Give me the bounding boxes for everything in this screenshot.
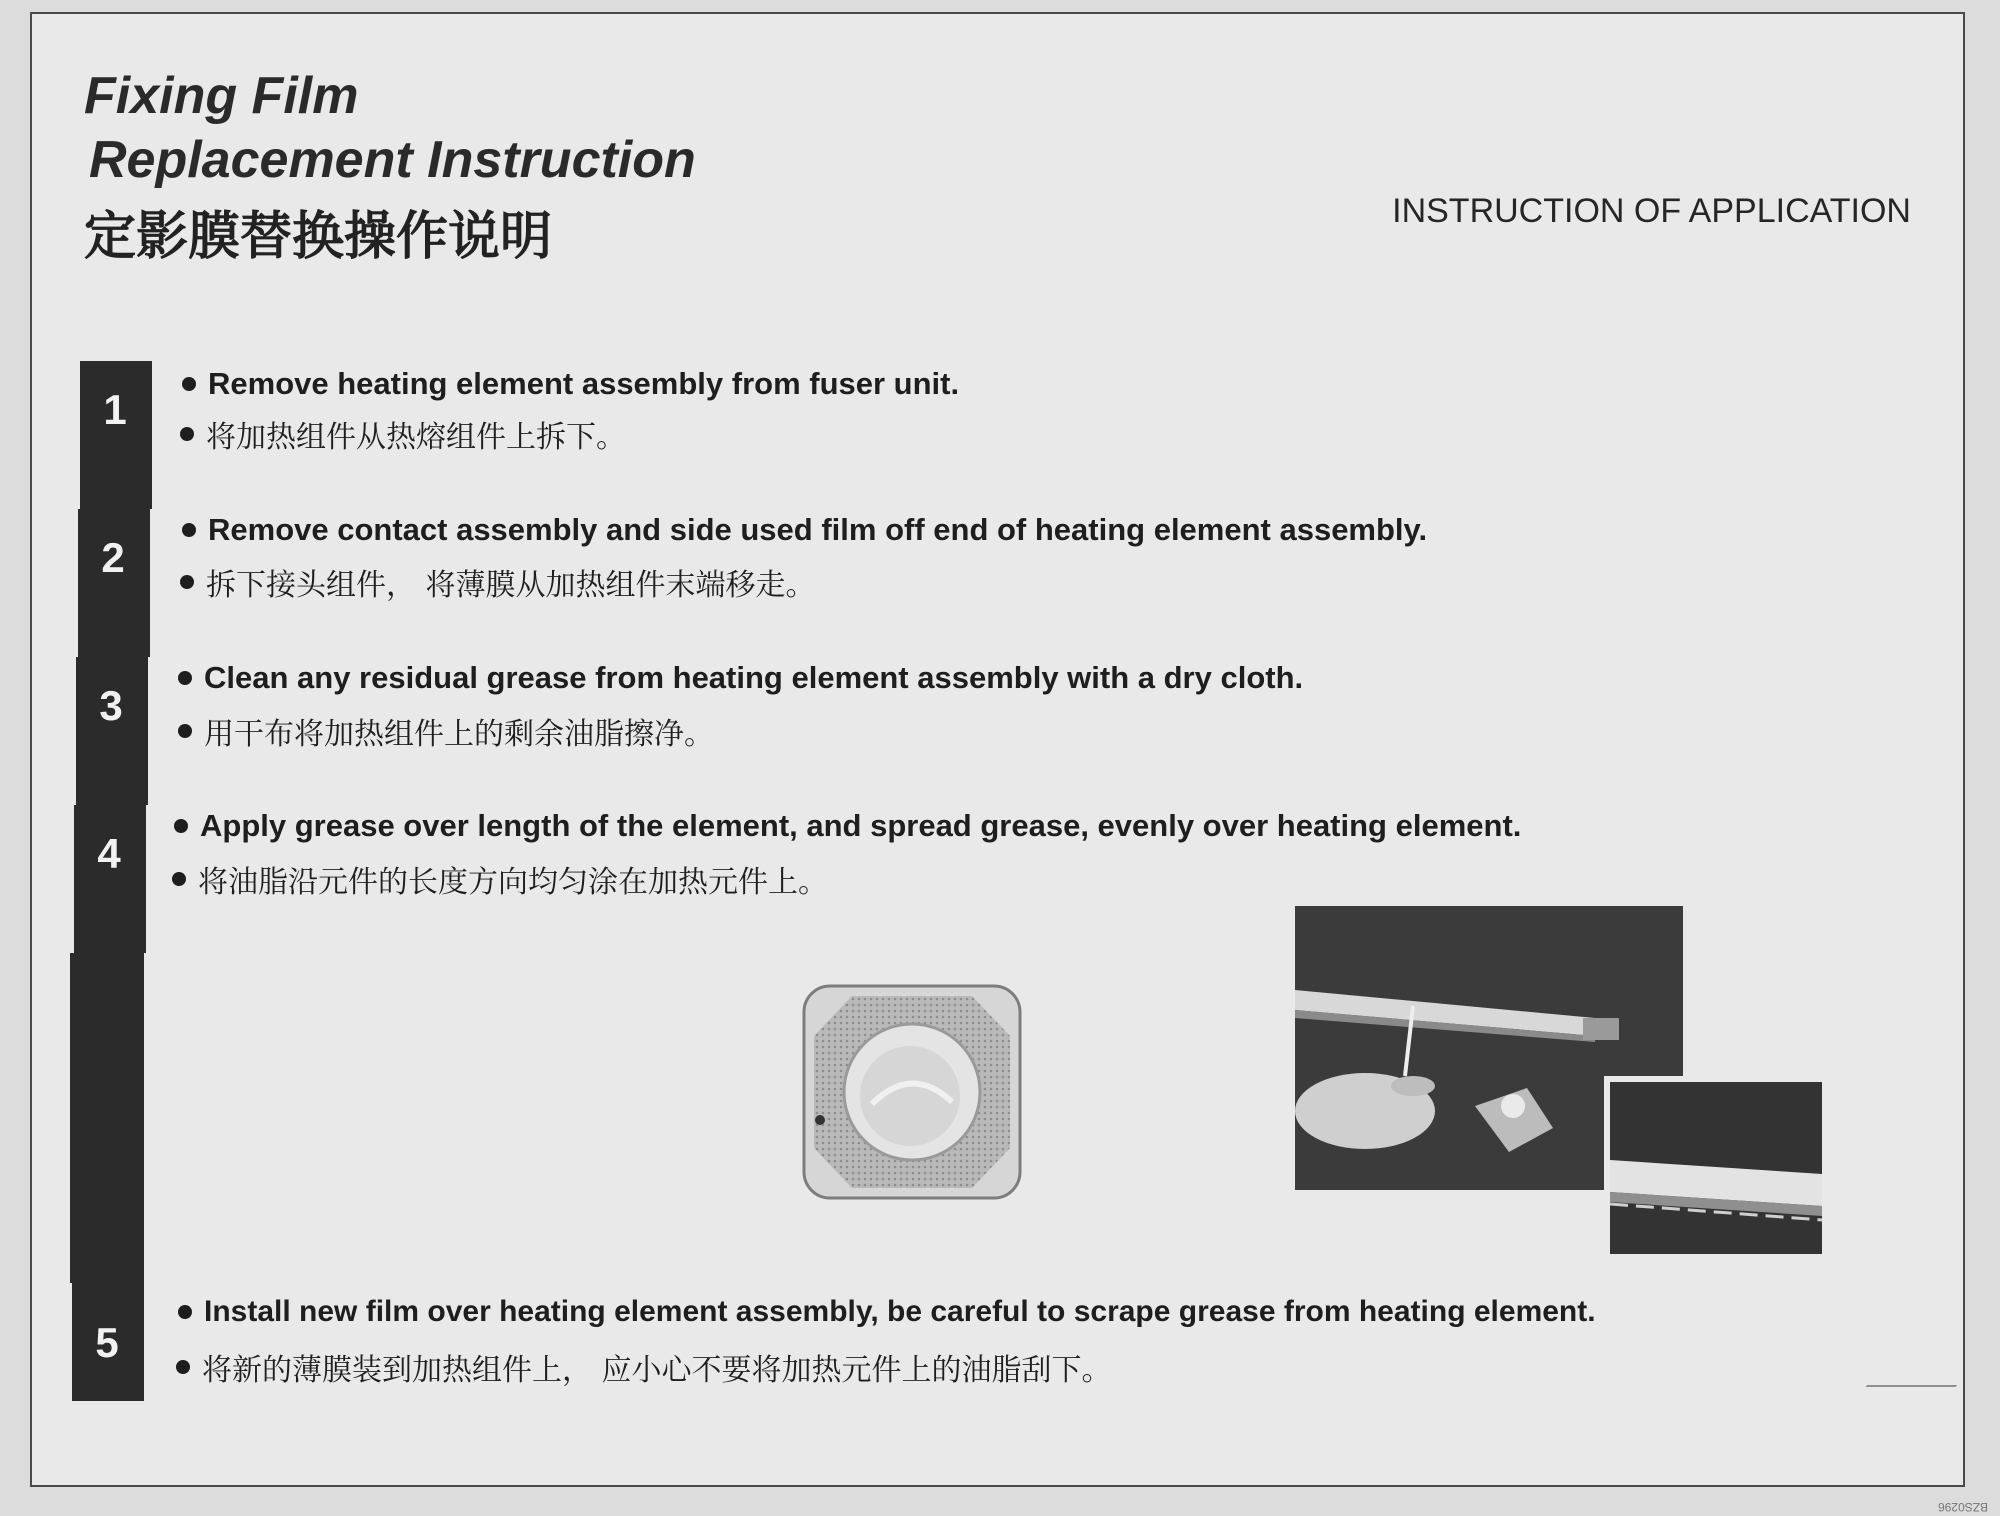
bullet-icon: [172, 872, 186, 886]
step-bar-2: [78, 509, 150, 657]
step-bar-3: [76, 657, 148, 805]
step-4-en: [174, 808, 1521, 844]
bullet-icon: [176, 1360, 190, 1374]
bullet-icon: [178, 724, 192, 738]
step-4-en-text: Apply grease over length of the element, and spread grease, evenly over heating element.: [200, 808, 1522, 843]
step-number-4: 4: [97, 830, 121, 877]
step-3-en-text: Clean any residual grease from heating element assembly with a dry cloth.: [204, 660, 1304, 695]
step-3-cn-text: 用干布将加热组件上的剩余油脂擦净。: [204, 717, 714, 752]
step-5-cn: [176, 1345, 1112, 1389]
step-5-en: [178, 1295, 1596, 1329]
step-number-3: 3: [99, 682, 123, 729]
bullet-icon: [182, 377, 196, 391]
bullet-icon: [182, 523, 196, 537]
step-2-en-text: Remove contact assembly and side used film off end of heating element assembly.: [208, 512, 1428, 547]
step-bar-1: [80, 361, 152, 509]
step-2-en: [182, 512, 1427, 548]
step-2-cn-text: 拆下接头组件， 将薄膜从加热组件末端移走。: [206, 568, 816, 603]
step-3-en: [178, 660, 1303, 696]
step-number-2: 2: [101, 534, 125, 581]
instruction-sheet: [30, 12, 1965, 1487]
step-3-cn: [178, 709, 714, 753]
step-number-5: 5: [95, 1319, 119, 1366]
step-4-cn-text: 将油脂沿元件的长度方向均匀涂在加热元件上。: [198, 865, 828, 900]
bullet-icon: [180, 427, 194, 441]
document-code: BZS0296: [1937, 1500, 1988, 1514]
bullet-icon: [180, 575, 194, 589]
step-2-cn: [180, 560, 816, 604]
page-fold-corner: [1807, 1385, 1957, 1457]
step-5-cn-text: 将新的薄膜装到加热组件上， 应小心不要将加热元件上的油脂刮下。: [202, 1353, 1112, 1388]
step-4-cn: [172, 857, 828, 901]
step-bar-4-extension: [70, 953, 144, 1283]
bullet-icon: [174, 819, 188, 833]
title-line-1: Fixing Film: [84, 67, 359, 125]
bullet-icon: [178, 671, 192, 685]
step-5-en-text: Install new film over heating element assembly, be careful to scrape grease from heating element.: [204, 1295, 1596, 1328]
greased-element-photo: [1604, 1076, 1822, 1254]
step-1-en: [182, 366, 959, 402]
title-chinese: 定影膜替换操作说明: [84, 207, 553, 267]
step-bar-4: [74, 805, 146, 953]
application-label: INSTRUCTION OF APPLICATION: [1392, 192, 1911, 230]
step-1-cn-text: 将加热组件从热熔组件上拆下。: [206, 420, 626, 455]
title-line-2: Replacement Instruction: [89, 131, 696, 189]
step-1-en-text: Remove heating element assembly from fuser unit.: [208, 366, 960, 401]
step-1-cn: [180, 412, 626, 456]
bullet-icon: [178, 1305, 192, 1319]
step-number-1: 1: [103, 386, 127, 433]
grease-packet-image: [802, 984, 1022, 1200]
